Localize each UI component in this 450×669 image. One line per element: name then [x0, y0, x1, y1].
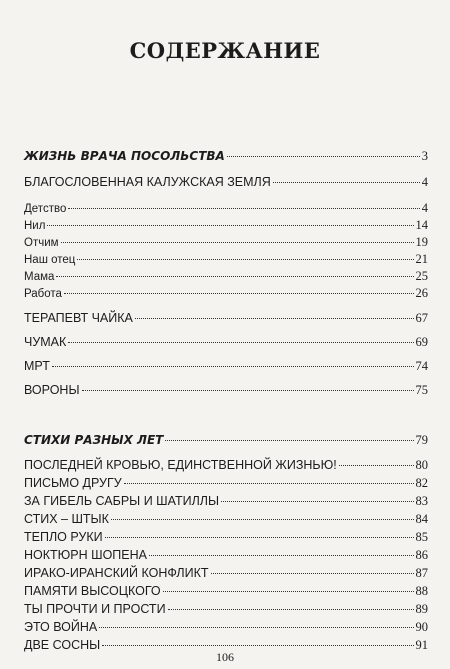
toc-entry-title: НОКТЮРН ШОПЕНА: [24, 547, 147, 562]
toc-entry-title: ПИСЬМО ДРУГУ: [24, 475, 122, 490]
toc-entry-title: ВОРОНЫ: [24, 382, 80, 397]
toc-page-number: 26: [415, 285, 428, 300]
toc-page-number: 14: [415, 217, 428, 232]
toc-page-number: 90: [415, 619, 428, 634]
toc-entry[interactable]: [24, 381, 428, 398]
toc-entry-title: Работа: [24, 287, 62, 300]
dot-leader: [61, 231, 414, 243]
dot-leader: [99, 615, 413, 628]
table-of-contents: [24, 0, 428, 669]
toc-entry-title: Наш отец: [24, 253, 76, 266]
dot-leader: [165, 429, 413, 441]
toc-entry-title: ПОСЛЕДНЕЙ КРОВЬЮ, ЕДИНСТВЕННОЙ ЖИЗНЬЮ!: [24, 457, 337, 472]
toc-page-number: 67: [415, 310, 428, 325]
toc-page-number: 69: [415, 334, 428, 349]
toc-entry-title: Детство: [24, 202, 67, 215]
dot-leader: [105, 525, 414, 538]
dot-leader: [82, 378, 414, 391]
toc-entry-title: ЭТО ВОЙНА: [24, 619, 98, 634]
toc-section-title: ЖИЗНЬ ВРАЧА ПОСОЛЬСТВА: [24, 149, 225, 164]
toc-entry[interactable]: [24, 173, 428, 190]
toc-subentry[interactable]: [24, 285, 428, 301]
dot-leader: [52, 354, 414, 367]
toc-page-number: 84: [415, 511, 428, 526]
page-title: СОДЕРЖАНИЕ: [129, 38, 321, 63]
toc-page-number: 91: [415, 637, 428, 652]
dot-leader: [47, 214, 413, 226]
toc-page-number: 21: [415, 251, 428, 266]
toc-entry-title: ИРАКО-ИРАНСКИЙ КОНФЛИКТ: [24, 565, 209, 580]
toc-section-title: СТИХИ РАЗНЫХ ЛЕТ: [24, 433, 164, 448]
toc-page-number: 85: [415, 529, 428, 544]
dot-leader: [163, 579, 414, 592]
dot-leader: [221, 489, 413, 502]
dot-leader: [149, 543, 414, 556]
toc-page-number: 86: [415, 547, 428, 562]
dot-leader: [68, 197, 419, 209]
toc-entry-title: ТЕПЛО РУКИ: [24, 529, 103, 544]
dot-leader: [102, 633, 413, 646]
toc-page-number: 82: [415, 475, 428, 490]
dot-leader: [227, 145, 420, 157]
toc-page-number: 88: [415, 583, 428, 598]
toc-page-number: 75: [415, 382, 428, 397]
toc-entry-title: Мама: [24, 270, 55, 283]
toc-page-number: 89: [415, 601, 428, 616]
toc-entry[interactable]: [24, 309, 428, 326]
dot-leader: [124, 471, 414, 484]
toc-page-number: 25: [415, 268, 428, 283]
page-number-footer: 106: [216, 650, 234, 664]
dot-leader: [111, 507, 414, 520]
toc-entry-title: ТЫ ПРОЧТИ И ПРОСТИ: [24, 601, 166, 616]
toc-entry-title: ЗА ГИБЕЛЬ САБРЫ И ШАТИЛЛЫ: [24, 493, 220, 508]
toc-page-number: 80: [415, 457, 428, 472]
toc-page-number: 4: [421, 174, 428, 189]
toc-entry-title: ПАМЯТИ ВЫСОЦКОГО: [24, 583, 161, 598]
toc-entry-title: Нил: [24, 219, 46, 232]
toc-entry-title: ДВЕ СОСНЫ: [24, 637, 101, 652]
toc-page-number: 74: [415, 358, 428, 373]
dot-leader: [273, 170, 420, 183]
toc-page-number: 79: [415, 433, 428, 448]
toc-page-number: 4: [421, 200, 428, 215]
toc-page-number: 87: [415, 565, 428, 580]
dot-leader: [211, 561, 414, 574]
toc-entry-title: МРТ: [24, 358, 50, 373]
dot-leader: [135, 306, 414, 319]
toc-entry-title: Отчим: [24, 236, 59, 249]
toc-page-number: 3: [421, 149, 428, 164]
toc-entry-title: БЛАГОСЛОВЕННАЯ КАЛУЖСКАЯ ЗЕМЛЯ: [24, 174, 271, 189]
dot-leader: [64, 282, 414, 294]
dot-leader: [68, 330, 413, 343]
toc-entry-title: ЧУМАК: [24, 334, 67, 349]
dot-leader: [56, 265, 413, 277]
toc-entry-title: ТЕРАПЕВТ ЧАЙКА: [24, 310, 133, 325]
toc-entry-title: СТИХ – ШТЫК: [24, 511, 109, 526]
toc-section-heading[interactable]: [24, 432, 428, 448]
dot-leader: [168, 597, 414, 610]
dot-leader: [339, 453, 414, 466]
toc-page-number: 83: [415, 493, 428, 508]
toc-section-heading[interactable]: [24, 148, 428, 164]
dot-leader: [77, 248, 413, 260]
toc-entry[interactable]: [24, 333, 428, 350]
toc-page-number: 19: [415, 234, 428, 249]
toc-entry[interactable]: [24, 357, 428, 374]
